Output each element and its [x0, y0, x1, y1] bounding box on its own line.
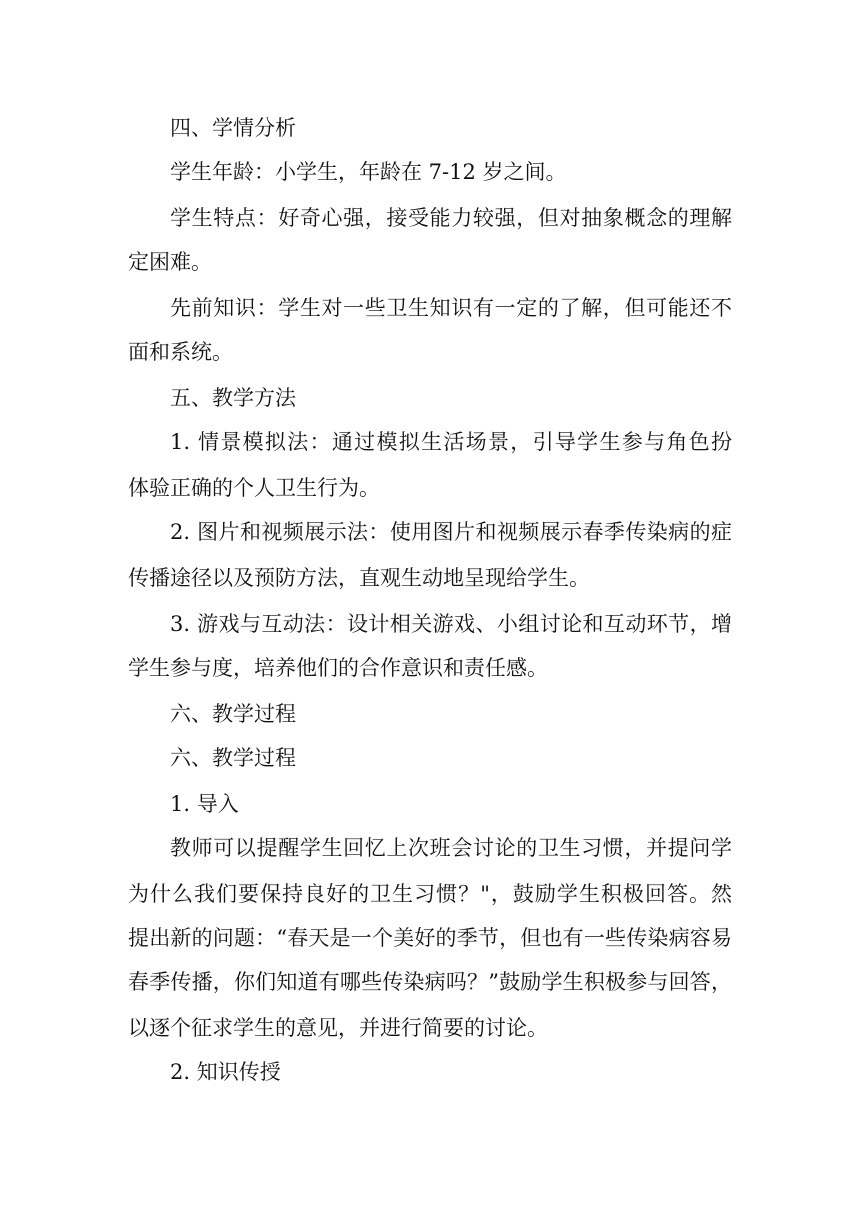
text-line: 学生年龄：小学生，年龄在 7-12 岁之间。: [170, 160, 567, 184]
text-line: 传播途径以及预防方法，直观生动地呈现给学生。: [128, 566, 590, 590]
text-line: 定困难。: [128, 250, 212, 274]
text-line: 面和系统。: [128, 340, 233, 364]
text-line: 提出新的问题：“春天是一个美好的季节，但也有一些传染病容易: [128, 926, 732, 950]
text-line: 3. 游戏与互动法：设计相关游戏、小组讨论和互动环节，增: [170, 612, 732, 636]
text-line: 2. 图片和视频展示法：使用图片和视频展示春季传染病的症: [170, 520, 732, 544]
text-line: 五、教学方法: [170, 386, 296, 410]
text-line: 为什么我们要保持良好的卫生习惯？"，鼓励学生积极回答。然: [128, 882, 732, 906]
text-line: 四、学情分析: [170, 116, 296, 140]
text-line: 教师可以提醒学生回忆上次班会讨论的卫生习惯，并提问学: [170, 836, 732, 860]
text-line: 学生参与度，培养他们的合作意识和责任感。: [128, 656, 548, 680]
text-line: 以逐个征求学生的意见，并进行简要的讨论。: [128, 1016, 548, 1040]
text-line: 六、教学过程: [170, 702, 296, 726]
text-line: 1. 情景模拟法：通过模拟生活场景，引导学生参与角色扮: [170, 430, 732, 454]
text-line: 六、教学过程: [170, 746, 296, 770]
text-line: 春季传播，你们知道有哪些传染病吗？”鼓励学生积极参与回答，: [128, 970, 732, 994]
text-line: 体验正确的个人卫生行为。: [128, 476, 380, 500]
text-line: 先前知识：学生对一些卫生知识有一定的了解，但可能还不: [170, 296, 732, 320]
text-line: 1. 导入: [170, 792, 239, 816]
text-line: 学生特点：好奇心强，接受能力较强，但对抽象概念的理解: [170, 206, 732, 230]
text-line: 2. 知识传授: [170, 1060, 281, 1084]
